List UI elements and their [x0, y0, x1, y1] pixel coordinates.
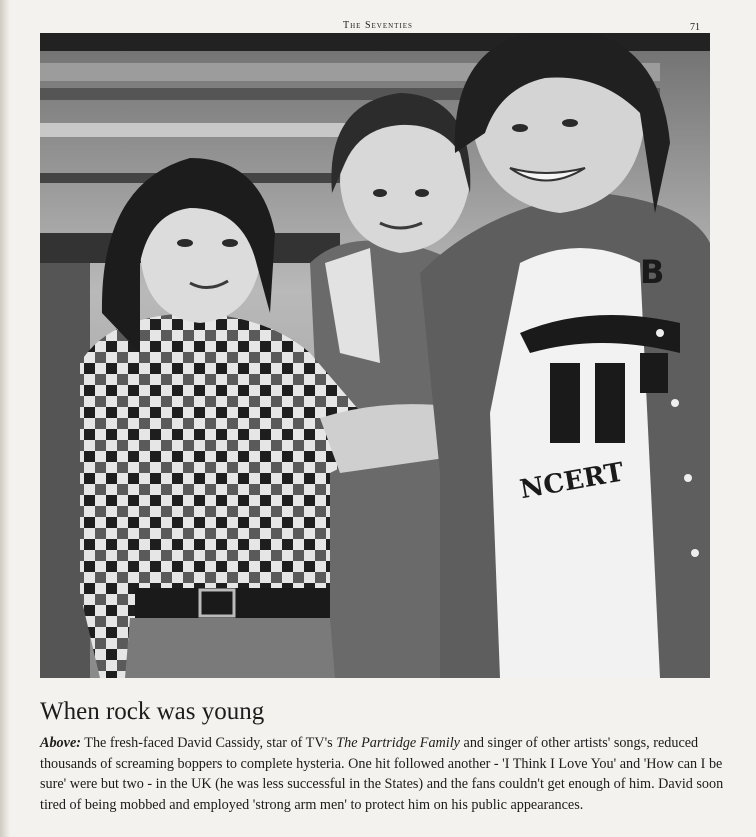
shirt-print-bottom: NCERT: [517, 457, 627, 506]
shirt-print-top: B: [640, 253, 665, 291]
page-gutter-shadow: [0, 0, 10, 837]
person-right: [420, 33, 710, 678]
caption-text-2: and singer of other artists' songs, reduced thousands of screaming boppers to complete hysteria. One hit followed another - 'I Think I Love You' and 'How can I be sure' were but two - in the UK (he was less successful in the States) and the fans couldn't get enough of him. David soon tired of being mobbed and employed 'strong arm men' to protect him on his public appearances.: [40, 735, 724, 813]
caption-label: Above:: [40, 735, 81, 751]
photo-caption: [40, 733, 730, 815]
headline: When rock was young: [40, 698, 265, 725]
caption-show-title: The Partridge Family: [336, 735, 460, 751]
photo-illustration: [40, 33, 710, 678]
running-head: The Seventies: [343, 20, 413, 31]
page-number: 71: [690, 22, 700, 33]
caption-text-1: The fresh-faced David Cassidy, star of TV's: [80, 735, 337, 751]
photograph: [40, 33, 710, 678]
